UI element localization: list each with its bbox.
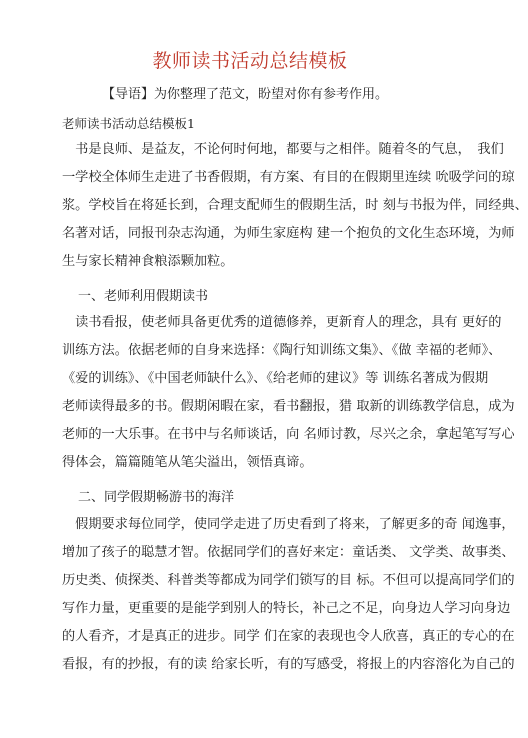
section-heading-2: 二、同学假期畅游书的海洋 xyxy=(78,490,235,505)
paragraph-line: 一学校全体师生走进了书香假期，有方案、有目的在假期里连续 吮吸学问的琼 xyxy=(62,170,515,185)
section-heading-1: 一、老师利用假期读书 xyxy=(78,289,209,304)
paragraph-line: 看报，有的抄报，有的读 给家长听，有的写感受，将报上的内容溶化为自己的 xyxy=(62,657,515,672)
paragraph-line: 增加了孩子的聪慧才智。依据同学们的喜好来定：童话类、 文学类、故事类、 xyxy=(62,545,515,560)
paragraph-line: 的人看齐，才是真正的进步。同学 们在家的表现也令人欣喜，真正的专心的在 xyxy=(62,629,515,644)
paragraph-line: 生与家长精神食粮添颗加粒。 xyxy=(62,254,234,269)
paragraph-line: 老师的一大乐事。在书中与名师谈话，向 名师讨教，尽兴之余，拿起笔写写心 xyxy=(62,427,515,442)
intro-text: 【导语】为你整理了范文，盼望对你有参考作用。 xyxy=(102,87,389,102)
paragraph-line: 老师读得最多的书。假期闲暇在家，看书翻报，猎 取新的训练教学信息，成为 xyxy=(62,399,515,414)
paragraph-line: 得体会，篇篇随笔从笔尖溢出，领悟真谛。 xyxy=(62,455,313,470)
paragraph-3 xyxy=(62,511,515,679)
paragraph-1 xyxy=(62,136,528,276)
paragraph-line: 读书看报，使老师具备更优秀的道德修养，更新育人的理念，具有 更好的 xyxy=(62,315,502,330)
paragraph-line: 历史类、侦探类、科普类等都成为同学们锁写的目 标。不但可以提高同学们的 xyxy=(62,573,515,588)
paragraph-line: 名著对话，同报刊杂志沟通，为师生家庭构 建一个抱负的文化生态环境，为师 xyxy=(62,226,515,241)
paragraph-line: 假期要求每位同学，使同学走进了历史看到了将来，了解更多的奇 闻逸事， xyxy=(62,517,515,532)
paragraph-2 xyxy=(62,309,515,477)
paragraph-line: 写作力量，更重要的是能学到别人的特长，补己之不足，向身边人学习向身边 xyxy=(62,601,511,616)
paragraph-line: 书是良师、是益友，不论何时何地，都要与之相伴。随着冬的气息， 我们 xyxy=(62,142,504,157)
paragraph-line: 训练方法。依据老师的自身来选择：《陶行知训练文集》、《做 幸福的老师》、 xyxy=(62,343,502,358)
page-title: 教师读书活动总结模板 xyxy=(152,50,348,72)
paragraph-line: 《爱的训练》、《中国老师缺什么》、《给老师的建议》等 训练名著成为假期 xyxy=(62,371,489,386)
paragraph-line: 浆。学校旨在将延长到，合理支配师生的假期生活，时 刻与书报为伴，同经典、 xyxy=(62,198,528,213)
document-subtitle: 老师读书活动总结模板1 xyxy=(62,116,195,131)
